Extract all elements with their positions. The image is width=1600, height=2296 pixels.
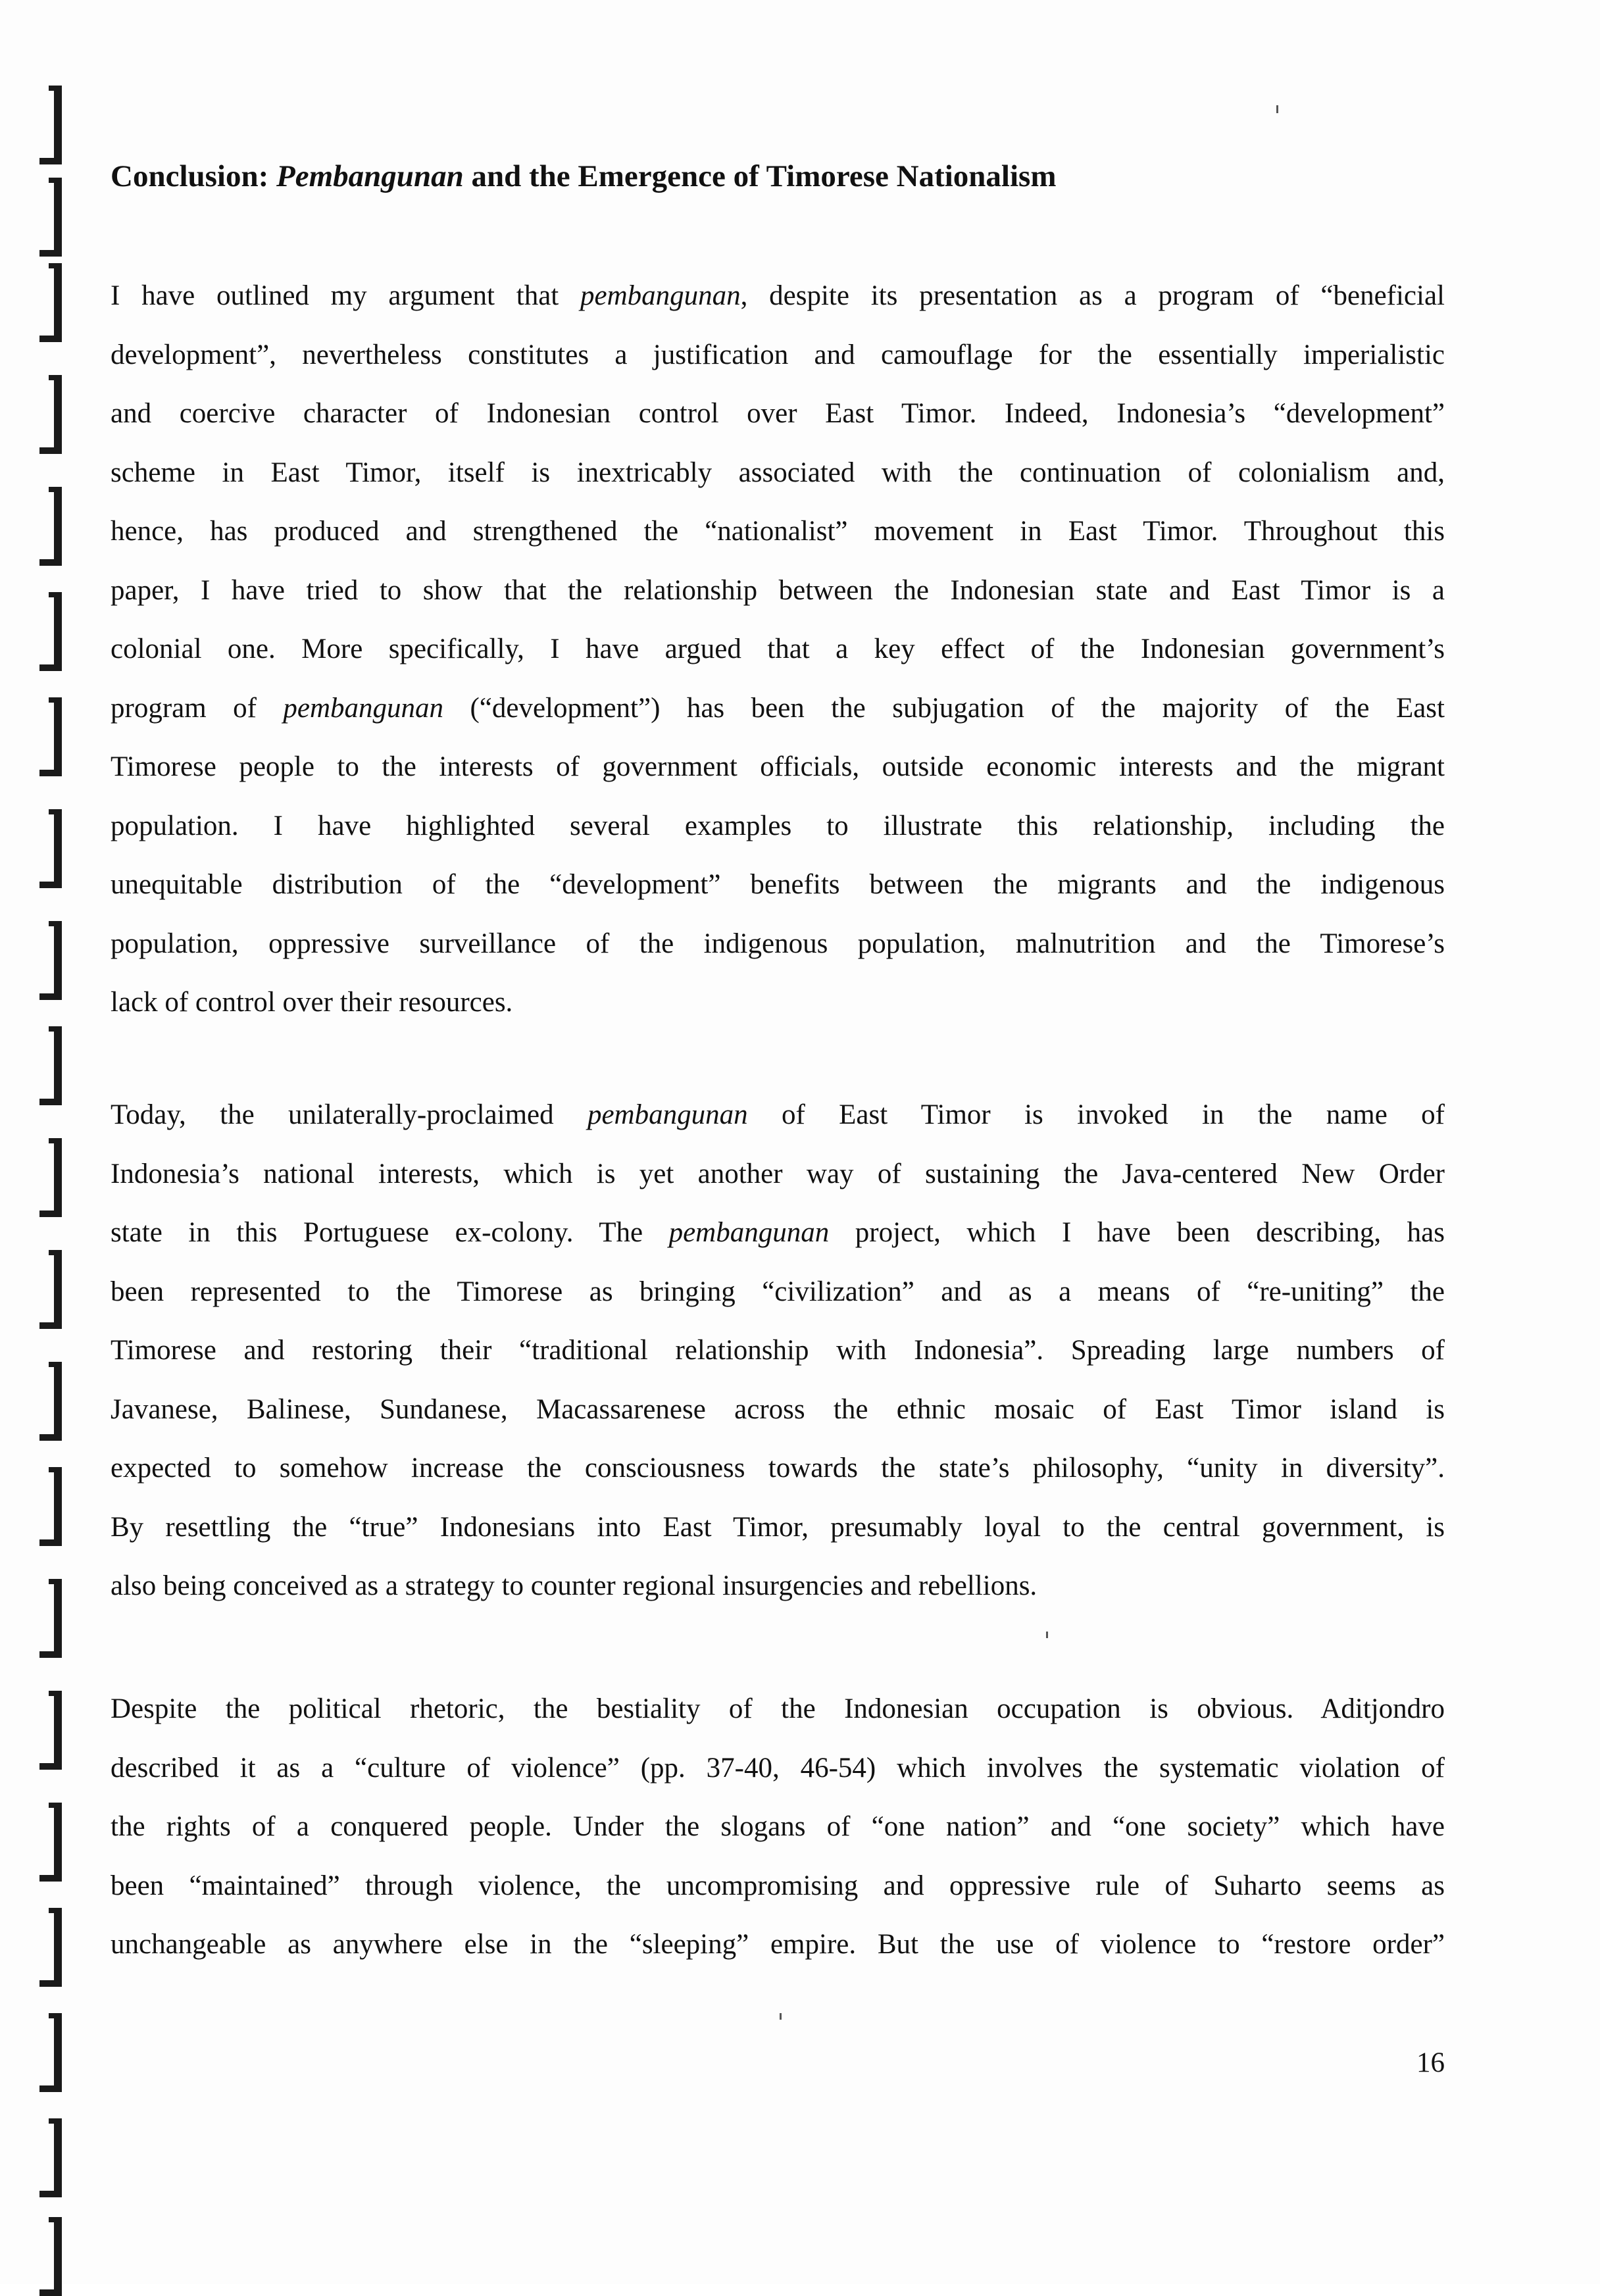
paragraph-1 [111, 266, 1445, 1032]
text-line: Timorese people to the interests of government officials, outside economic interests and the migrant [111, 751, 1445, 782]
binding-mark [39, 1803, 68, 1882]
scan-speck [1276, 105, 1278, 113]
text-line: Despite the political rhetoric, the bestiality of the Indonesian occupation is obvious. Aditjondro [111, 1693, 1445, 1724]
italic-term: pembangunan [283, 692, 444, 724]
binding-mark [39, 2217, 68, 2296]
text-line: Indonesia’s national interests, which is yet another way of sustaining the Java-centered New Order [111, 1158, 1445, 1189]
binding-mark [39, 2013, 68, 2092]
italic-term: pembangunan [587, 1099, 748, 1130]
title-suffix: and the Emergence of Timorese Nationalism [463, 159, 1057, 193]
text-line: scheme in East Timor, itself is inextricably associated with the continuation of colonialism and, [111, 457, 1445, 488]
binding-mark [39, 921, 68, 1000]
binding-mark [39, 178, 68, 257]
binding-edge [26, 0, 86, 2284]
binding-mark [39, 375, 68, 454]
binding-mark [39, 86, 68, 164]
binding-mark [39, 1579, 68, 1658]
binding-mark [39, 1362, 68, 1441]
binding-mark [39, 697, 68, 776]
binding-mark [39, 487, 68, 566]
text-line: paper, I have tried to show that the relationship between the Indonesian state and East Timor is a [111, 574, 1445, 606]
binding-mark [39, 809, 68, 888]
text-line: hence, has produced and strengthened the “nationalist” movement in East Timor. Throughout this [111, 516, 1445, 547]
italic-term: pembangunan [668, 1217, 830, 1248]
text-line: By resettling the “true” Indonesians into East Timor, presumably loyal to the central government, is [111, 1511, 1445, 1543]
paragraph-2 [111, 1086, 1445, 1616]
binding-mark [39, 1138, 68, 1217]
text-line: unequitable distribution of the “development” benefits between the migrants and the indigenous [111, 869, 1445, 900]
binding-mark [39, 1026, 68, 1105]
text-line: state in this Portuguese ex-colony. The pembangunan project, which I have been describing, has [111, 1217, 1445, 1248]
text-line: also being conceived as a strategy to counter regional insurgencies and rebellions. [111, 1570, 1038, 1601]
text-line: and coercive character of Indonesian control over East Timor. Indeed, Indonesia’s “development” [111, 398, 1445, 429]
text-line: been “maintained” through violence, the uncompromising and oppressive rule of Suharto seems as [111, 1870, 1445, 1901]
text-line: colonial one. More specifically, I have argued that a key effect of the Indonesian government’s [111, 634, 1445, 664]
text-line: development”, nevertheless constitutes a justification and camouflage for the essentially imperialistic [111, 339, 1445, 370]
text-line: Today, the unilaterally-proclaimed pembangunan of East Timor is invoked in the name of [111, 1099, 1445, 1130]
title-prefix: Conclusion: [111, 159, 277, 193]
text-line: program of pembangunan (“development”) has been the subjugation of the majority of the East [111, 692, 1445, 724]
text-line: been represented to the Timorese as bringing “civilization” and as a means of “re-uniting” the [111, 1276, 1445, 1307]
binding-mark [39, 1250, 68, 1329]
text-line: expected to somehow increase the consciousness towards the state’s philosophy, “unity in diversity”. [111, 1453, 1445, 1484]
italic-term: pembangunan [580, 280, 741, 311]
binding-mark [39, 1908, 68, 1987]
text-line: Javanese, Balinese, Sundanese, Macassarenese across the ethnic mosaic of East Timor island is [111, 1393, 1445, 1425]
text-line: described it as a “culture of violence” (pp. 37-40, 46-54) which involves the systematic violation of [111, 1752, 1445, 1784]
binding-mark [39, 1467, 68, 1546]
page-title [111, 157, 1492, 196]
binding-mark [39, 592, 68, 671]
text-line: unchangeable as anywhere else in the “sleeping” empire. But the use of violence to “restore order” [111, 1929, 1445, 1960]
text-line: I have outlined my argument that pembangunan, despite its presentation as a program of “beneficial [111, 280, 1445, 311]
scan-speck [1046, 1632, 1048, 1638]
text-line: the rights of a conquered people. Under the slogans of “one nation” and “one society” which have [111, 1811, 1445, 1842]
title-italic: Pembangunan [276, 159, 464, 193]
paragraph-3 [111, 1680, 1445, 1974]
text-line: population, oppressive surveillance of the indigenous population, malnutrition and the Timorese’s [111, 928, 1445, 959]
binding-mark [39, 2118, 68, 2197]
page-number: 16 [1416, 2047, 1445, 2078]
binding-mark [39, 263, 68, 342]
binding-mark [39, 1691, 68, 1770]
text-line: population. I have highlighted several examples to illustrate this relationship, including the [111, 810, 1445, 841]
text-line: Timorese and restoring their “traditional relationship with Indonesia”. Spreading large numbers of [111, 1335, 1445, 1366]
scan-speck [780, 2013, 782, 2020]
text-line: lack of control over their resources. [111, 987, 513, 1018]
